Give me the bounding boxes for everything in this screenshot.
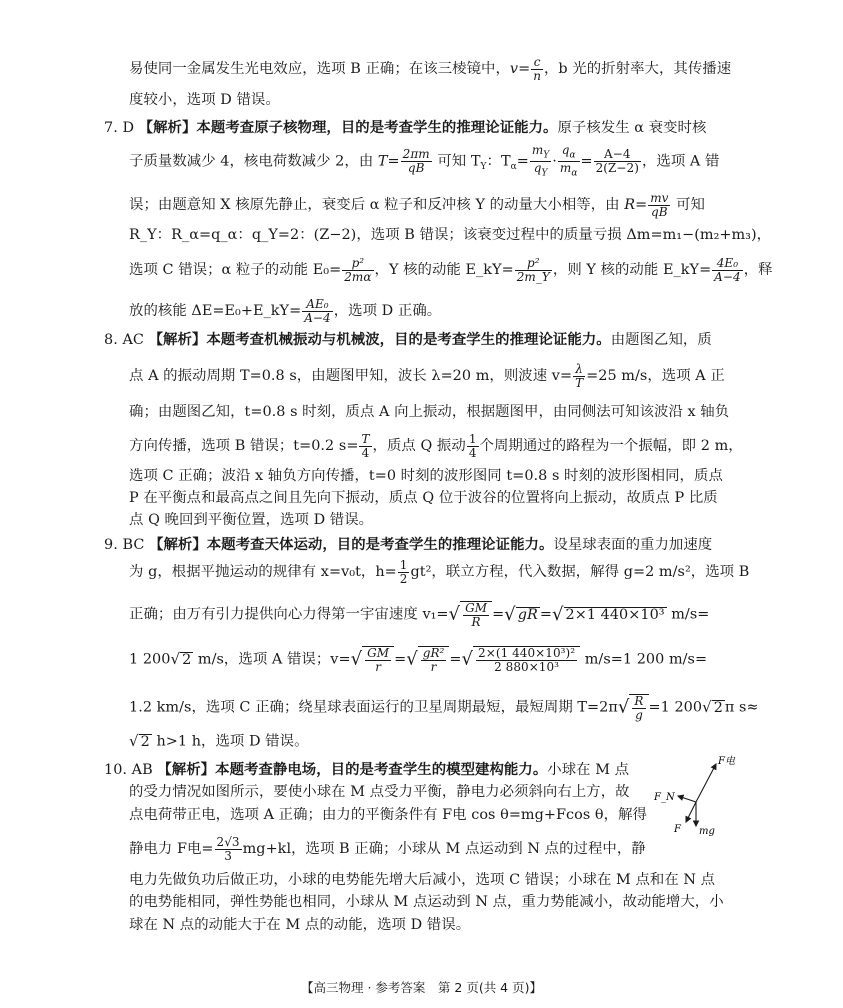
text-run: R= — [624, 197, 648, 214]
text-run: = — [449, 651, 462, 668]
text-run: 1.2 km/s，选项 C 正确；绕星球表面运行的卫星周期最短，最短周期 T=2π — [129, 699, 618, 716]
q9-line-2 — [129, 559, 749, 585]
numerator: 4E₀ — [712, 257, 743, 271]
q10-line-6: 的电势能相同，弹性势能也相同，小球从 M 点运动到 N 点，重力势能减小，故动能增大，小 — [129, 894, 724, 910]
q10-line-1 — [104, 763, 629, 777]
text-run: 1 200 — [129, 651, 171, 668]
radicand: gR — [517, 606, 538, 623]
fraction — [632, 695, 645, 721]
label-normal-force: F_N — [654, 792, 675, 803]
denominator: 4 — [468, 445, 477, 460]
text-run: 误；由题意知 X 核原先静止，衰变后 α 粒子和反冲核 Y 的动量大小相等，由 — [129, 197, 625, 214]
analysis-heading: 【解析】本题考查静电场，目的是考查学生的模型建构能力。 — [157, 761, 548, 778]
text-run: = — [516, 153, 529, 170]
q7-line-1 — [104, 121, 706, 135]
question-number: 7. D — [104, 120, 135, 136]
q7-line-5 — [129, 257, 773, 283]
text-run: ，b 光的折射率大，其传播速 — [543, 61, 732, 78]
fraction — [712, 257, 743, 283]
text-run: ，则 Y 核的动能 E_kY= — [552, 262, 712, 279]
text-run: 原子核发生 α 衰变时核 — [557, 120, 707, 136]
denominator: qB — [407, 160, 425, 175]
q7-line-4: R_Y：R_α=q_α：q_Y=2：(Z−2)，选项 B 错误；该衰变过程中的质量亏损 Δm=m₁−(m₂+m₃)， — [129, 227, 772, 243]
q9-line-1 — [104, 538, 712, 552]
text-run: = — [394, 651, 407, 668]
denominator: 3 — [224, 848, 232, 863]
text-run: 易使同一金属发生光电效应，选项 B 正确；在该三棱镜中， — [129, 61, 510, 78]
numerator: T — [361, 432, 370, 446]
denominator: 2 — [399, 571, 408, 586]
q10-line-3: 点电荷带正电，选项 A 正确；由力的平衡条件有 F电 cos θ=mg+Fcos θ，解得 — [129, 807, 647, 823]
text-run: 设星球表面的重力加速度 — [553, 537, 713, 553]
text-run: 由题图乙知，质 — [610, 332, 712, 348]
text-run: 正确；由万有引力提供向心力得第一宇宙速度 v₁= — [129, 606, 449, 623]
square-root: √ $\frac{GM}{r}$ — [351, 646, 395, 673]
fraction — [302, 298, 333, 324]
text-run: T= — [377, 153, 400, 170]
spring-force-arrow — [686, 802, 696, 822]
numerator: 2×(1 440×10³)² — [478, 646, 576, 660]
radicand: 2 — [182, 651, 192, 668]
numerator: 2πm — [402, 147, 430, 162]
q8-line-2 — [129, 363, 725, 389]
text-run: =1 200 — [648, 699, 703, 716]
label-electric-force: F电 — [718, 756, 735, 767]
fraction — [401, 148, 432, 174]
text-run: ，释 — [743, 262, 773, 279]
denominator: T — [575, 375, 584, 390]
q9-line-6 — [129, 734, 309, 749]
q10-line-7: 球在 N 点的动能大于在 M 点的动能，选项 D 错误。 — [129, 917, 471, 933]
fraction — [515, 257, 552, 283]
analysis-heading: 【解析】本题考查机械振动与机械波，目的是考查学生的推理论证能力。 — [148, 331, 611, 348]
denominator: A−4 — [714, 269, 741, 284]
square-root: √ $\frac{\text{2×(1 440×10³)²}}{\text{2 880×10³}}$ — [462, 646, 581, 673]
text-run: = — [492, 606, 505, 623]
q8-line-7: 点 Q 晚回到平衡位置，选项 D 错误。 — [129, 512, 374, 528]
square-root: √ gR — [504, 603, 538, 625]
text-run: ，选项 D 正确。 — [333, 303, 442, 320]
square-root: √ $\frac{\text{gR²}}{r}$ — [406, 646, 449, 673]
analysis-heading: 【解析】本题考查天体运动，目的是考查学生的推理论证能力。 — [149, 536, 554, 553]
text-run: 为 g，根据平抛运动的规律有 x=v₀t，h= — [129, 564, 397, 581]
q7-line-3 — [129, 192, 705, 218]
text-run: m/s=1 200 m/s= — [580, 651, 708, 668]
q6-continuation-line-2: 度较小，选项 D 错误。 — [129, 92, 280, 108]
numerator — [530, 144, 551, 162]
fraction — [398, 559, 410, 585]
denominator — [558, 162, 580, 179]
numerator: c — [531, 56, 543, 70]
denominator: g — [635, 707, 643, 722]
text-run: 可知 T — [432, 153, 481, 170]
text-run: 方向传播，选项 B 错误；t=0.2 s= — [129, 438, 359, 455]
text-run: m/s，选项 A 错误；v= — [193, 651, 351, 668]
text-run: ，质点 Q 振动 — [372, 438, 466, 455]
fraction — [421, 647, 447, 673]
text-run: m — [559, 160, 572, 175]
q9-line-3 — [129, 601, 709, 628]
numerator: 2√3 — [216, 835, 240, 849]
numerator: 1 — [468, 432, 477, 446]
denominator: 2 880×10³ — [494, 659, 560, 674]
numerator: λ — [573, 363, 585, 377]
denominator — [530, 162, 551, 179]
text-run: gt²，联立方程，代入数据，解得 g=2 m/s²，选项 B — [410, 564, 750, 581]
subscript: Y — [480, 162, 487, 173]
subscript: α — [510, 162, 517, 173]
question-number: 9. BC — [104, 537, 145, 553]
fraction — [558, 144, 580, 179]
q10-line-2: 的受力情况如图所示，要使小球在 M 点受力平衡，静电力必须斜向右上方，故 — [129, 784, 630, 800]
fraction — [573, 363, 585, 389]
label-spring-force: F — [674, 824, 681, 835]
fraction — [359, 433, 371, 459]
question-number: 8. AC — [104, 332, 144, 348]
square-root: √ 2 — [170, 650, 192, 669]
text-run: =25 m/s，选项 A 正 — [586, 368, 725, 385]
numerator: gR² — [422, 646, 445, 660]
numerator: mv — [650, 191, 669, 205]
q8-line-3: 确；由题图乙知，t=0.8 s 时刻，质点 A 向上振动，根据题图甲，由同侧法可知该波沿 x 轴负 — [129, 404, 730, 420]
denominator: 2m_Y — [516, 269, 550, 284]
denominator: n — [533, 68, 541, 83]
text-run: v= — [509, 61, 531, 78]
text-run: 小球在 M 点 — [547, 762, 630, 778]
text-run: = — [539, 606, 552, 623]
q7-line-2 — [129, 144, 719, 179]
force-diagram — [648, 752, 748, 842]
subscript: α — [571, 168, 578, 179]
denominator: r — [430, 659, 437, 674]
numerator: AE₀ — [302, 298, 333, 312]
text-run: · — [552, 153, 557, 170]
numerator — [558, 144, 580, 162]
text-run: 可知 — [671, 197, 705, 214]
text-run: 放的核能 ΔE=E₀+E_kY= — [129, 303, 302, 320]
text-run: 点 A 的振动周期 T=0.8 s，由题图甲知，波长 λ=20 m，则波速 v= — [129, 368, 573, 385]
fraction — [648, 192, 670, 218]
text-run: q — [533, 160, 542, 175]
text-run: ，选项 A 错 — [641, 153, 720, 170]
radicand: 2 — [140, 734, 150, 750]
radicand: 2×1 440×10³ — [565, 606, 665, 623]
fraction-c-over-n — [531, 56, 543, 82]
denominator: A−4 — [304, 310, 331, 325]
text-run: m — [531, 143, 544, 157]
square-root: √ 2 — [702, 698, 723, 717]
q9-line-5 — [129, 694, 759, 721]
text-run: π s≈ — [724, 699, 759, 716]
analysis-heading: 【解析】本题考查原子核物理，目的是考查学生的推理论证能力。 — [138, 119, 558, 136]
text-run: = — [580, 153, 593, 170]
text-run: mg+kl，选项 B 正确；小球从 M 点运动到 N 点的过程中，静 — [242, 841, 646, 858]
numerator: 1 — [399, 558, 408, 572]
denominator: 2mα — [344, 269, 372, 284]
denominator: R — [471, 614, 481, 629]
fraction — [530, 144, 551, 179]
subscript: Y — [541, 168, 548, 179]
q9-line-4 — [129, 646, 707, 673]
radicand: 2 — [713, 699, 723, 716]
q10-line-5: 电力先做负功后做正功，小球的电势能先增大后减小，选项 C 错误；小球在 M 点和在 N 点 — [129, 872, 716, 888]
text-run: m/s= — [666, 606, 710, 623]
fraction — [342, 257, 373, 283]
question-number: 10. AB — [104, 762, 153, 778]
fraction — [476, 647, 577, 673]
fraction — [215, 836, 242, 862]
text-run: 静电力 F电= — [129, 841, 214, 858]
numerator: GM — [367, 646, 390, 660]
denominator: r — [375, 659, 381, 674]
text-run: q — [561, 143, 570, 157]
numerator: R — [634, 694, 644, 708]
normal-force-arrow — [678, 796, 696, 802]
text-run: 个周期通过的路程为一个振幅，即 2 m， — [479, 438, 743, 455]
denominator: qB — [651, 204, 668, 219]
square-root: √ 2×1 440×10³ — [551, 603, 665, 625]
q6-continuation-line-1 — [129, 56, 731, 82]
text-run: ：T — [486, 153, 511, 170]
numerator: GM — [465, 601, 488, 615]
denominator: 2(Z−2) — [595, 160, 639, 175]
q8-line-5: 选项 C 正确；波沿 x 轴负方向传播，t=0 时刻的波形图同 t=0.8 s 时刻的波形图相同，质点 — [129, 468, 723, 484]
fraction — [594, 148, 641, 174]
text-run: 选项 C 错误；α 粒子的动能 E₀= — [129, 262, 342, 279]
numerator: p² — [342, 257, 373, 271]
denominator: 4 — [361, 445, 370, 460]
electric-force-arrow — [696, 764, 716, 802]
subscript: Y — [543, 150, 550, 161]
q10-line-4 — [129, 836, 646, 862]
numerator: p² — [515, 257, 552, 271]
q7-line-6 — [129, 298, 441, 324]
subscript: α — [569, 150, 576, 161]
q8-line-1 — [104, 333, 712, 347]
fraction — [365, 647, 391, 673]
text-run: h>1 h，选项 D 错误。 — [151, 733, 309, 750]
text-run: ，Y 核的动能 E_kY= — [374, 262, 514, 279]
q8-line-4 — [129, 433, 743, 459]
q8-line-6: P 在平衡点和最高点之间且先向下振动，质点 Q 位于波谷的位置将向上振动，故质点 P 比质 — [129, 490, 718, 506]
square-root: √ $\frac{R}{g}$ — [618, 694, 649, 721]
text-run: 子质量数减少 4，核电荷数减少 2，由 — [129, 153, 378, 170]
page-footer: 【高三物理 · 参考答案 第 2 页(共 4 页)】 — [301, 980, 542, 995]
numerator: A−4 — [594, 148, 641, 162]
fraction — [467, 433, 479, 459]
label-gravity: mg — [699, 826, 715, 837]
square-root: √ 2 — [129, 732, 150, 751]
fraction — [463, 602, 489, 628]
square-root: √ $\frac{GM}{R}$ — [449, 601, 493, 628]
